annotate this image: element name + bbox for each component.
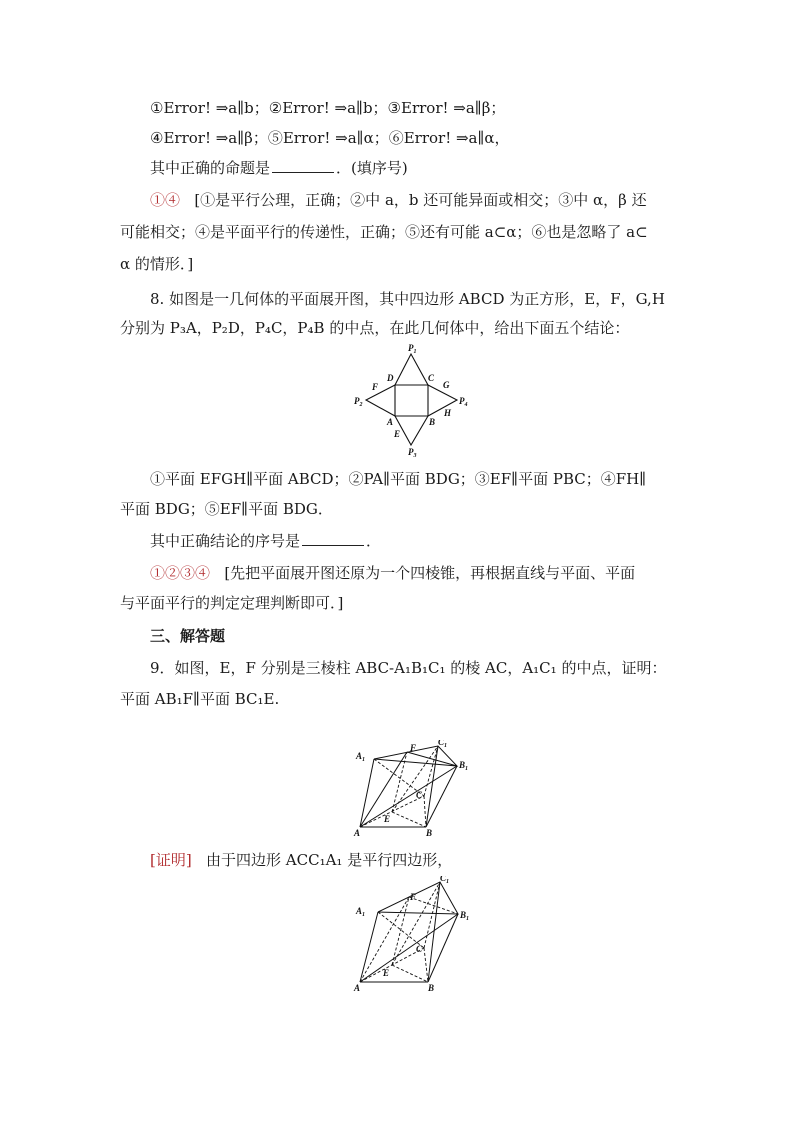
q8-conclusions-line-1: ①平面 EFGH∥平面 ABCD；②PA∥平面 BDG；③EF∥平面 PBC；④FH∥ <box>150 470 647 488</box>
q7-explanation-text-1: [①是平行公理，正确；②中 a，b 还可能异面或相交；③中 α，β 还 <box>194 191 647 209</box>
q7-prompt-pre: 其中正确的命题是 <box>150 159 271 177</box>
label-h: H <box>444 408 452 418</box>
label-p4: $P_4$ <box>459 396 468 408</box>
edge-ec1-hidden <box>392 746 438 812</box>
q8-stem-line-2: 分别为 P₃A，P₂D，P₄C，P₄B 的中点，在此几何体中，给出下面五个结论： <box>120 319 630 337</box>
label-d: D <box>387 373 394 383</box>
triangle-p1 <box>395 354 428 385</box>
proof-label: [证明] <box>150 851 192 869</box>
label-c: C <box>416 944 423 954</box>
top-triangle <box>378 882 458 914</box>
label-a: A <box>387 417 394 427</box>
label-c: C <box>428 373 435 383</box>
edge-bc1 <box>428 882 440 982</box>
square-abcd <box>395 385 428 416</box>
label-c1: $C_1$ <box>440 876 450 885</box>
q8-explanation-text-1: [先把平面展开图还原为一个四棱锥，再根据直线与平面、平面 <box>224 564 636 582</box>
edge-cc1-hidden <box>424 882 440 948</box>
q8-answer: ①②③④ <box>150 564 211 582</box>
label-b: B <box>428 983 435 993</box>
edge-cb-hidden <box>424 948 428 982</box>
q8-prompt-pre: 其中正确结论的序号是 <box>150 532 301 550</box>
label-f: F <box>372 382 379 392</box>
q7-explanation-line-3: α 的情形．] <box>120 255 194 273</box>
label-a: A <box>354 983 361 993</box>
label-f: F <box>410 743 417 753</box>
edge-ef-hidden <box>392 897 409 965</box>
proof-text: 由于四边形 ACC₁A₁ 是平行四边形， <box>206 851 453 869</box>
label-e: E <box>384 814 391 824</box>
q8-stem-line-1: 8. 如图是一几何体的平面展开图，其中四边形 ABCD 为正方形，E，F，G,H <box>150 290 665 308</box>
label-f: F <box>410 892 417 902</box>
label-e: E <box>383 968 390 978</box>
q7-option-line-1: ①Error! ⇒a∥b；②Error! ⇒a∥b；③Error! ⇒a∥β； <box>150 99 506 117</box>
q8-prompt-post: ． <box>366 532 382 550</box>
q7-answer: ①④ <box>150 191 181 209</box>
label-a: A <box>354 828 361 838</box>
edge-cb-hidden <box>424 796 426 827</box>
triangle-p2 <box>366 385 395 416</box>
label-p1: $P_1$ <box>408 343 417 355</box>
q9-stem-line-1: 9．如图，E，F 分别是三棱柱 ABC-A₁B₁C₁ 的棱 AC，A₁C₁ 的中点，证明： <box>150 659 667 677</box>
q7-explanation-line-2: 可能相交；④是平面平行的传递性，正确；⑤还有可能 a⊂α；⑥也是忽略了 a⊂ <box>120 223 648 241</box>
q8-conclusions-line-2: 平面 BDG；⑤EF∥平面 BDG． <box>120 500 333 518</box>
q9-prism-figure-2 <box>352 876 482 994</box>
label-a1: $A_1$ <box>356 751 366 763</box>
q8-net-figure <box>350 342 480 460</box>
label-b: B <box>426 828 433 838</box>
label-c1: $C_1$ <box>438 740 448 749</box>
q9-proof-line <box>150 850 452 870</box>
section-title: 三、解答题 <box>150 627 226 645</box>
label-p2: $P_2$ <box>354 396 363 408</box>
q8-explanation-line-1 <box>150 563 635 583</box>
edge-fb1-hidden <box>409 897 458 914</box>
label-c: C <box>416 790 423 800</box>
edge-cc1-hidden <box>424 746 438 796</box>
edge-eb-hidden <box>392 965 428 982</box>
q8-prompt <box>150 531 381 551</box>
q7-explanation-line-1 <box>150 190 647 210</box>
q9-stem-line-2: 平面 AB₁F∥平面 BC₁E. <box>120 690 280 708</box>
label-b1: $B_1$ <box>460 910 470 922</box>
q7-prompt-post: ．(填序号) <box>336 159 408 177</box>
q7-option-line-2: ④Error! ⇒a∥β；⑤Error! ⇒a∥α；⑥Error! ⇒a∥α， <box>150 129 510 147</box>
q7-answer-blank <box>272 158 334 173</box>
q7-prompt <box>150 158 408 178</box>
edge-ab1 <box>360 766 457 827</box>
label-g: G <box>443 380 450 390</box>
label-a1: $A_1$ <box>356 906 366 918</box>
label-e: E <box>394 429 401 439</box>
q8-answer-blank <box>302 531 364 546</box>
q9-prism-figure-1 <box>352 740 482 838</box>
edge-eb-hidden <box>392 812 426 827</box>
label-b1: $B_1$ <box>459 760 469 772</box>
label-p3: $P_3$ <box>408 447 417 459</box>
edge-aa1 <box>360 759 374 827</box>
label-b: B <box>429 417 436 427</box>
q8-explanation-line-2: 与平面平行的判定定理判断即可．] <box>120 594 344 612</box>
